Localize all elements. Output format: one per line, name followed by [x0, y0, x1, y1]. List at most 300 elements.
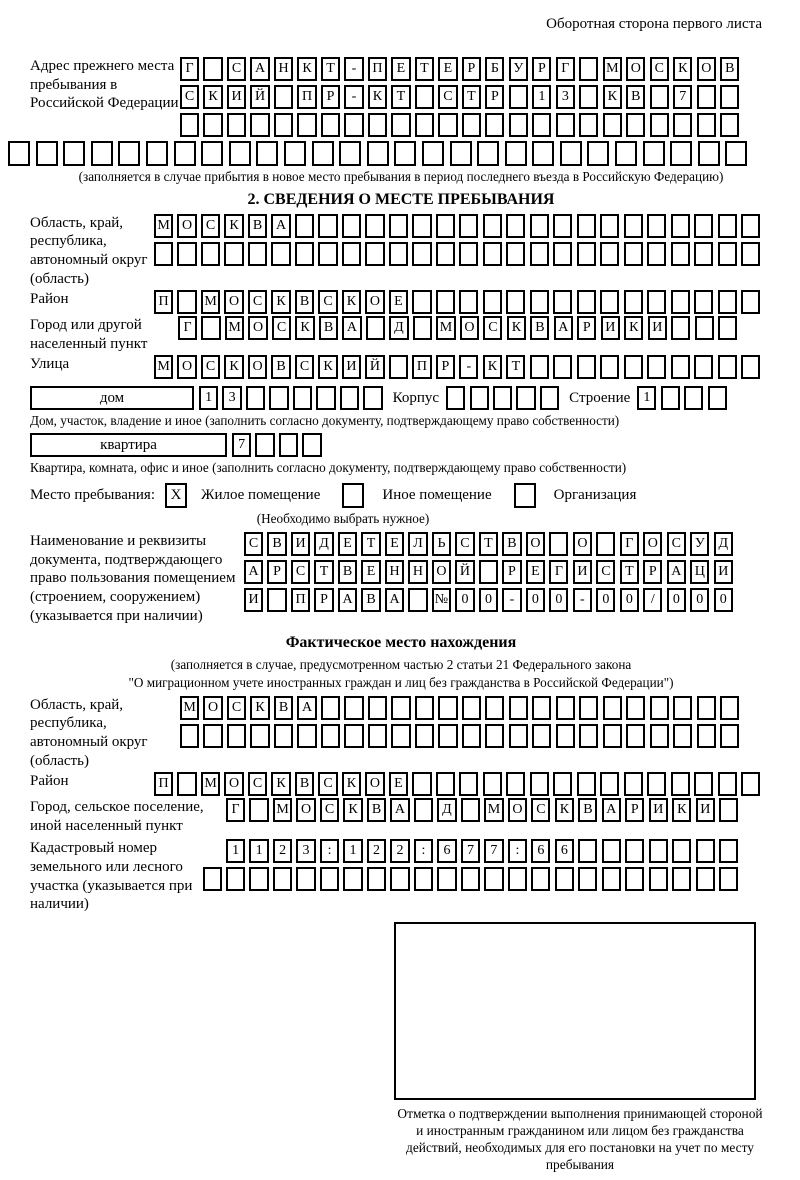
char-box[interactable]: О — [224, 772, 243, 796]
char-box[interactable]: Р — [314, 588, 333, 612]
char-box[interactable]: М — [154, 355, 173, 379]
char-box[interactable] — [505, 141, 527, 166]
char-box[interactable] — [366, 316, 385, 340]
char-box[interactable]: Т — [314, 560, 333, 584]
char-box[interactable]: О — [526, 532, 545, 556]
char-box[interactable]: Р — [321, 85, 340, 109]
char-box[interactable]: - — [344, 85, 363, 109]
char-box[interactable] — [624, 355, 643, 379]
char-box[interactable] — [318, 214, 337, 238]
stay-checkbox-other[interactable] — [342, 483, 364, 508]
char-box[interactable] — [671, 290, 690, 314]
char-box[interactable] — [284, 141, 306, 166]
char-box[interactable] — [602, 867, 621, 891]
char-box[interactable]: 6 — [531, 839, 550, 863]
char-box[interactable] — [602, 839, 621, 863]
char-box[interactable] — [719, 798, 738, 822]
char-box[interactable] — [741, 355, 760, 379]
char-box[interactable]: К — [224, 355, 243, 379]
char-box[interactable]: П — [297, 85, 316, 109]
char-box[interactable]: - — [502, 588, 521, 612]
char-box[interactable]: Н — [385, 560, 404, 584]
char-box[interactable] — [532, 724, 551, 748]
char-box[interactable]: Р — [643, 560, 662, 584]
char-box[interactable] — [577, 214, 596, 238]
char-box[interactable]: П — [154, 290, 173, 314]
char-box[interactable]: Т — [506, 355, 525, 379]
char-box[interactable]: В — [267, 532, 286, 556]
char-box[interactable] — [673, 724, 692, 748]
char-box[interactable] — [414, 867, 433, 891]
char-box[interactable]: О — [460, 316, 479, 340]
char-box[interactable] — [312, 141, 334, 166]
char-box[interactable] — [603, 113, 622, 137]
char-box[interactable] — [553, 290, 572, 314]
char-box[interactable] — [321, 724, 340, 748]
char-box[interactable] — [596, 532, 615, 556]
char-box[interactable]: О — [248, 355, 267, 379]
char-box[interactable] — [615, 141, 637, 166]
char-box[interactable]: С — [667, 532, 686, 556]
char-box[interactable] — [695, 316, 714, 340]
char-box[interactable] — [274, 113, 293, 137]
char-box[interactable] — [540, 386, 559, 410]
char-box[interactable]: Р — [502, 560, 521, 584]
char-box[interactable] — [553, 214, 572, 238]
char-box[interactable] — [462, 113, 481, 137]
char-box[interactable] — [256, 141, 278, 166]
char-box[interactable] — [118, 141, 140, 166]
char-box[interactable] — [626, 113, 645, 137]
char-box[interactable]: С — [180, 85, 199, 109]
char-box[interactable] — [647, 214, 666, 238]
char-box[interactable]: В — [295, 772, 314, 796]
char-box[interactable]: Б — [485, 57, 504, 81]
char-box[interactable] — [250, 113, 269, 137]
char-box[interactable] — [389, 242, 408, 266]
char-box[interactable]: С — [318, 772, 337, 796]
char-box[interactable] — [506, 290, 525, 314]
char-box[interactable] — [647, 242, 666, 266]
char-box[interactable]: М — [201, 290, 220, 314]
char-box[interactable]: Й — [250, 85, 269, 109]
char-box[interactable]: И — [244, 588, 263, 612]
char-box[interactable] — [516, 386, 535, 410]
char-box[interactable] — [470, 386, 489, 410]
char-box[interactable] — [365, 242, 384, 266]
char-box[interactable]: Д — [389, 316, 408, 340]
char-box[interactable]: Т — [361, 532, 380, 556]
char-box[interactable]: О — [573, 532, 592, 556]
char-box[interactable] — [624, 214, 643, 238]
char-box[interactable] — [461, 867, 480, 891]
char-box[interactable]: Е — [391, 57, 410, 81]
char-box[interactable]: 2 — [390, 839, 409, 863]
char-box[interactable] — [340, 386, 359, 410]
char-box[interactable] — [694, 214, 713, 238]
char-box[interactable] — [661, 386, 680, 410]
char-box[interactable]: 0 — [549, 588, 568, 612]
char-box[interactable]: Р — [577, 316, 596, 340]
char-box[interactable] — [553, 772, 572, 796]
char-box[interactable]: 1 — [343, 839, 362, 863]
char-box[interactable]: О — [177, 214, 196, 238]
char-box[interactable]: 1 — [637, 386, 656, 410]
char-box[interactable]: П — [368, 57, 387, 81]
char-box[interactable]: 7 — [461, 839, 480, 863]
char-box[interactable] — [389, 355, 408, 379]
char-box[interactable] — [624, 290, 643, 314]
char-box[interactable]: М — [436, 316, 455, 340]
char-box[interactable] — [177, 242, 196, 266]
char-box[interactable] — [412, 772, 431, 796]
char-box[interactable] — [684, 386, 703, 410]
char-box[interactable]: О — [177, 355, 196, 379]
char-box[interactable] — [718, 242, 737, 266]
char-box[interactable]: К — [250, 696, 269, 720]
char-box[interactable]: А — [554, 316, 573, 340]
char-box[interactable]: В — [274, 696, 293, 720]
char-box[interactable] — [344, 113, 363, 137]
char-box[interactable] — [320, 867, 339, 891]
char-box[interactable]: - — [573, 588, 592, 612]
char-box[interactable] — [249, 867, 268, 891]
char-box[interactable]: У — [690, 532, 709, 556]
char-box[interactable]: Г — [620, 532, 639, 556]
char-box[interactable]: О — [224, 290, 243, 314]
char-box[interactable]: С — [244, 532, 263, 556]
stay-checkbox-residential[interactable]: X — [165, 483, 187, 508]
char-box[interactable]: В — [295, 290, 314, 314]
char-box[interactable]: 3 — [296, 839, 315, 863]
char-box[interactable] — [450, 141, 472, 166]
char-box[interactable]: И — [601, 316, 620, 340]
char-box[interactable] — [579, 696, 598, 720]
char-box[interactable] — [720, 696, 739, 720]
char-box[interactable] — [391, 696, 410, 720]
char-box[interactable] — [625, 839, 644, 863]
char-box[interactable] — [696, 839, 715, 863]
char-box[interactable] — [671, 242, 690, 266]
char-box[interactable]: К — [295, 316, 314, 340]
char-box[interactable]: : — [508, 839, 527, 863]
char-box[interactable]: № — [432, 588, 451, 612]
char-box[interactable]: : — [414, 839, 433, 863]
char-box[interactable]: В — [720, 57, 739, 81]
char-box[interactable] — [579, 57, 598, 81]
char-box[interactable] — [415, 85, 434, 109]
char-box[interactable]: С — [483, 316, 502, 340]
char-box[interactable] — [229, 141, 251, 166]
char-box[interactable]: К — [673, 57, 692, 81]
char-box[interactable] — [203, 867, 222, 891]
char-box[interactable] — [344, 696, 363, 720]
char-box[interactable]: М — [273, 798, 292, 822]
char-box[interactable]: А — [385, 588, 404, 612]
char-box[interactable] — [647, 290, 666, 314]
char-box[interactable] — [203, 113, 222, 137]
char-box[interactable]: С — [438, 85, 457, 109]
char-box[interactable]: О — [296, 798, 315, 822]
char-box[interactable]: К — [483, 355, 502, 379]
char-box[interactable] — [718, 772, 737, 796]
char-box[interactable] — [462, 724, 481, 748]
char-box[interactable] — [318, 242, 337, 266]
char-box[interactable]: Н — [274, 57, 293, 81]
char-box[interactable]: Г — [556, 57, 575, 81]
char-box[interactable] — [91, 141, 113, 166]
char-box[interactable] — [295, 214, 314, 238]
char-box[interactable] — [600, 214, 619, 238]
char-box[interactable]: С — [201, 355, 220, 379]
char-box[interactable]: Г — [549, 560, 568, 584]
char-box[interactable] — [365, 214, 384, 238]
char-box[interactable]: 0 — [479, 588, 498, 612]
char-box[interactable]: В — [367, 798, 386, 822]
char-box[interactable] — [146, 141, 168, 166]
char-box[interactable]: А — [338, 588, 357, 612]
char-box[interactable]: Р — [485, 85, 504, 109]
char-box[interactable] — [174, 141, 196, 166]
char-box[interactable]: И — [649, 798, 668, 822]
char-box[interactable] — [485, 724, 504, 748]
char-box[interactable] — [422, 141, 444, 166]
char-box[interactable] — [483, 214, 502, 238]
char-box[interactable] — [412, 214, 431, 238]
char-box[interactable]: Е — [338, 532, 357, 556]
char-box[interactable]: С — [295, 355, 314, 379]
char-box[interactable]: С — [291, 560, 310, 584]
char-box[interactable] — [415, 113, 434, 137]
char-box[interactable]: И — [696, 798, 715, 822]
char-box[interactable] — [718, 355, 737, 379]
char-box[interactable]: Е — [526, 560, 545, 584]
char-box[interactable]: Д — [437, 798, 456, 822]
char-box[interactable] — [671, 214, 690, 238]
char-box[interactable] — [577, 290, 596, 314]
char-box[interactable] — [415, 696, 434, 720]
char-box[interactable] — [600, 290, 619, 314]
char-box[interactable] — [719, 867, 738, 891]
char-box[interactable] — [368, 724, 387, 748]
char-box[interactable] — [249, 798, 268, 822]
char-box[interactable]: 7 — [484, 839, 503, 863]
char-box[interactable]: 2 — [273, 839, 292, 863]
char-box[interactable] — [698, 141, 720, 166]
char-box[interactable]: А — [244, 560, 263, 584]
char-box[interactable]: К — [203, 85, 222, 109]
char-box[interactable]: 0 — [690, 588, 709, 612]
char-box[interactable] — [461, 798, 480, 822]
char-box[interactable] — [201, 316, 220, 340]
char-box[interactable] — [367, 141, 389, 166]
char-box[interactable]: М — [201, 772, 220, 796]
char-box[interactable] — [579, 724, 598, 748]
char-box[interactable]: С — [227, 696, 246, 720]
char-box[interactable] — [600, 242, 619, 266]
char-box[interactable]: М — [180, 696, 199, 720]
char-box[interactable]: 2 — [367, 839, 386, 863]
char-box[interactable] — [718, 290, 737, 314]
char-box[interactable]: 0 — [620, 588, 639, 612]
char-box[interactable] — [509, 113, 528, 137]
char-box[interactable]: Т — [620, 560, 639, 584]
char-box[interactable] — [438, 696, 457, 720]
char-box[interactable] — [600, 355, 619, 379]
char-box[interactable]: О — [365, 772, 384, 796]
char-box[interactable] — [718, 316, 737, 340]
char-box[interactable] — [556, 113, 575, 137]
char-box[interactable]: Т — [391, 85, 410, 109]
char-box[interactable] — [413, 316, 432, 340]
char-box[interactable] — [227, 724, 246, 748]
char-box[interactable] — [248, 242, 267, 266]
char-box[interactable] — [295, 242, 314, 266]
char-box[interactable]: 3 — [556, 85, 575, 109]
char-box[interactable] — [226, 867, 245, 891]
char-box[interactable]: А — [342, 316, 361, 340]
char-box[interactable] — [271, 242, 290, 266]
char-box[interactable]: М — [154, 214, 173, 238]
char-box[interactable] — [741, 290, 760, 314]
char-box[interactable] — [483, 772, 502, 796]
char-box[interactable]: Е — [361, 560, 380, 584]
char-box[interactable]: Д — [714, 532, 733, 556]
char-box[interactable]: А — [602, 798, 621, 822]
char-box[interactable]: Е — [385, 532, 404, 556]
char-box[interactable] — [671, 316, 690, 340]
char-box[interactable] — [459, 242, 478, 266]
char-box[interactable] — [509, 696, 528, 720]
char-box[interactable]: 6 — [555, 839, 574, 863]
char-box[interactable]: И — [291, 532, 310, 556]
char-box[interactable]: К — [672, 798, 691, 822]
char-box[interactable]: И — [227, 85, 246, 109]
char-box[interactable]: К — [271, 290, 290, 314]
char-box[interactable] — [273, 867, 292, 891]
char-box[interactable] — [479, 560, 498, 584]
char-box[interactable]: У — [509, 57, 528, 81]
char-box[interactable]: И — [648, 316, 667, 340]
char-box[interactable] — [180, 724, 199, 748]
char-box[interactable]: 1 — [226, 839, 245, 863]
char-box[interactable] — [673, 696, 692, 720]
char-box[interactable] — [649, 867, 668, 891]
char-box[interactable]: С — [227, 57, 246, 81]
char-box[interactable]: К — [342, 772, 361, 796]
char-box[interactable] — [720, 724, 739, 748]
char-box[interactable] — [436, 290, 455, 314]
char-box[interactable] — [578, 867, 597, 891]
char-box[interactable] — [506, 214, 525, 238]
char-box[interactable]: 7 — [673, 85, 692, 109]
char-box[interactable] — [624, 242, 643, 266]
char-box[interactable]: С — [596, 560, 615, 584]
char-box[interactable] — [697, 113, 716, 137]
char-box[interactable] — [302, 433, 321, 457]
char-box[interactable] — [697, 696, 716, 720]
char-box[interactable]: Й — [455, 560, 474, 584]
char-box[interactable] — [708, 386, 727, 410]
char-box[interactable]: К — [224, 214, 243, 238]
char-box[interactable] — [718, 214, 737, 238]
char-box[interactable] — [446, 386, 465, 410]
char-box[interactable]: Г — [178, 316, 197, 340]
char-box[interactable]: Н — [408, 560, 427, 584]
char-box[interactable]: Т — [479, 532, 498, 556]
char-box[interactable]: : — [320, 839, 339, 863]
char-box[interactable] — [250, 724, 269, 748]
char-box[interactable] — [741, 242, 760, 266]
char-box[interactable] — [532, 113, 551, 137]
char-box[interactable]: А — [297, 696, 316, 720]
char-box[interactable] — [697, 85, 716, 109]
char-box[interactable] — [154, 242, 173, 266]
char-box[interactable] — [363, 386, 382, 410]
char-box[interactable] — [203, 724, 222, 748]
char-box[interactable] — [394, 141, 416, 166]
char-box[interactable]: А — [390, 798, 409, 822]
char-box[interactable]: А — [667, 560, 686, 584]
char-box[interactable] — [342, 214, 361, 238]
char-box[interactable] — [578, 839, 597, 863]
char-box[interactable] — [577, 242, 596, 266]
char-box[interactable] — [506, 242, 525, 266]
char-box[interactable] — [368, 696, 387, 720]
char-box[interactable]: Е — [389, 772, 408, 796]
char-box[interactable] — [649, 839, 668, 863]
char-box[interactable] — [414, 798, 433, 822]
char-box[interactable] — [556, 724, 575, 748]
char-box[interactable]: О — [432, 560, 451, 584]
char-box[interactable] — [269, 386, 288, 410]
char-box[interactable] — [293, 386, 312, 410]
char-box[interactable]: И — [714, 560, 733, 584]
char-box[interactable] — [436, 772, 455, 796]
char-box[interactable]: В — [271, 355, 290, 379]
char-box[interactable]: О — [697, 57, 716, 81]
char-box[interactable] — [274, 724, 293, 748]
char-box[interactable] — [279, 433, 298, 457]
char-box[interactable] — [532, 141, 554, 166]
char-box[interactable]: В — [338, 560, 357, 584]
char-box[interactable] — [741, 772, 760, 796]
char-box[interactable] — [670, 141, 692, 166]
char-box[interactable] — [390, 867, 409, 891]
char-box[interactable]: 1 — [532, 85, 551, 109]
char-box[interactable] — [672, 867, 691, 891]
char-box[interactable] — [296, 867, 315, 891]
char-box[interactable] — [201, 242, 220, 266]
char-box[interactable] — [553, 355, 572, 379]
char-box[interactable]: О — [626, 57, 645, 81]
char-box[interactable] — [367, 867, 386, 891]
char-box[interactable]: 6 — [437, 839, 456, 863]
char-box[interactable] — [485, 113, 504, 137]
char-box[interactable] — [412, 290, 431, 314]
char-box[interactable]: И — [342, 355, 361, 379]
char-box[interactable] — [436, 214, 455, 238]
char-box[interactable]: 0 — [526, 588, 545, 612]
char-box[interactable]: К — [603, 85, 622, 109]
char-box[interactable] — [603, 696, 622, 720]
char-box[interactable]: Г — [180, 57, 199, 81]
char-box[interactable] — [555, 867, 574, 891]
char-box[interactable] — [603, 724, 622, 748]
char-box[interactable]: Р — [267, 560, 286, 584]
char-box[interactable]: К — [318, 355, 337, 379]
char-box[interactable] — [643, 141, 665, 166]
